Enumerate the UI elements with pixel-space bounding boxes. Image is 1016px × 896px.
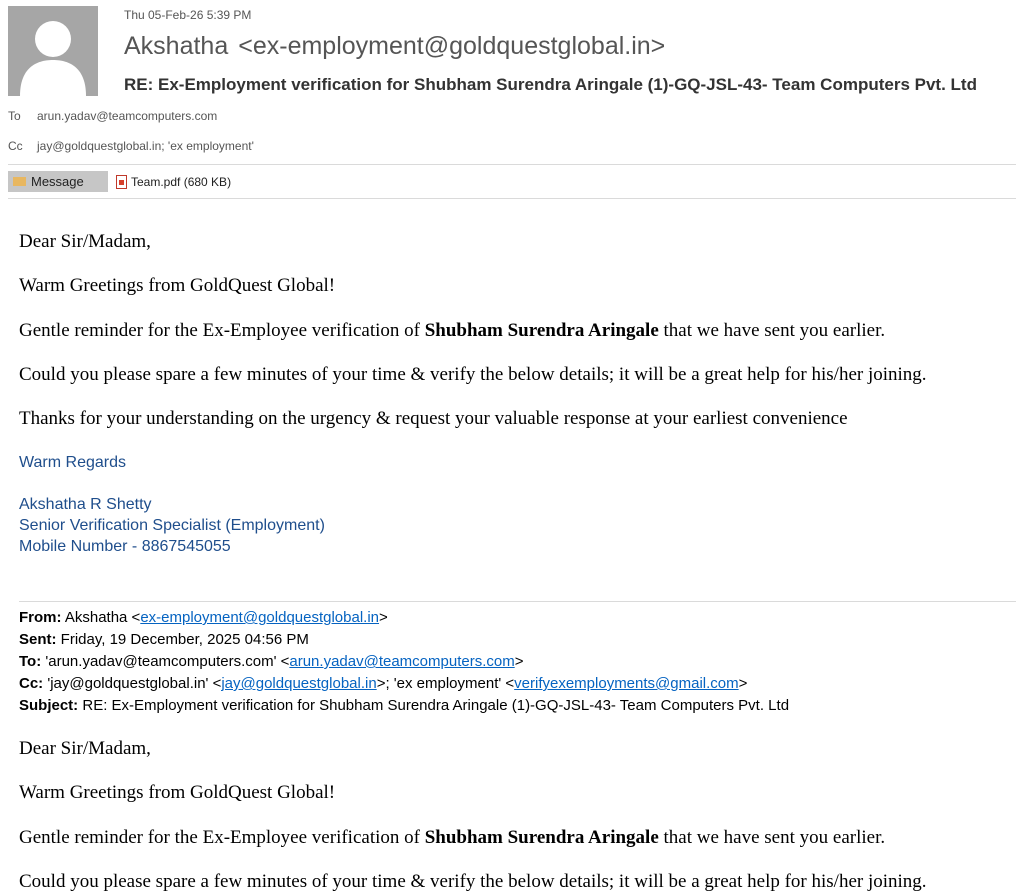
attachment-size: (680 KB) [183, 174, 232, 189]
fwd-subject-value: RE: Ex-Employment verification for Shubham Surendra Aringale (1)-GQ-JSL-43- Team Computers Pvt. Ltd [82, 697, 790, 714]
fwd-subject-label: Subject: [19, 697, 79, 714]
message-tabs [8, 171, 231, 192]
to-recipient[interactable]: arun.yadav@teamcomputers.com [37, 109, 218, 123]
forward-divider [19, 601, 1016, 602]
cc-label: Cc [8, 139, 23, 153]
fwd-to-email-link[interactable]: arun.yadav@teamcomputers.com [289, 653, 515, 670]
body-line-3: Could you please spare a few minutes of your time & verify the below details; it will be a great help for his/her joining. [19, 364, 927, 385]
sender[interactable] [124, 32, 665, 61]
sender-avatar [8, 6, 98, 96]
to-label: To [8, 109, 21, 123]
fwd-subject-row [19, 697, 789, 714]
body-greeting: Dear Sir/Madam, [19, 231, 151, 252]
fwd-cc-mid: >; 'ex employment' < [376, 675, 515, 692]
employee-name: Shubham Surendra Aringale [424, 320, 659, 341]
fwd-sent-value: Friday, 19 December, 2025 04:56 PM [60, 631, 309, 648]
fwd-from-close: > [379, 609, 388, 626]
signature-closing: Warm Regards [19, 454, 126, 471]
fwd-cc-row [19, 675, 747, 692]
attachment-name: Team.pdf [131, 174, 181, 189]
body-line-2 [19, 320, 885, 342]
fwd-cc-email-link-1[interactable]: jay@goldquestglobal.in [221, 675, 377, 692]
pdf-icon [116, 175, 127, 189]
cc-row [8, 139, 254, 153]
message-subject: RE: Ex-Employment verification for Shubham Surendra Aringale (1)-GQ-JSL-43- Team Computers Pvt. Ltd [124, 75, 977, 94]
fwd-cc-close: > [738, 675, 748, 692]
body-line-1: Warm Greetings from GoldQuest Global! [19, 275, 336, 296]
envelope-icon [13, 177, 26, 186]
message-date: Thu 05-Feb-26 5:39 PM [124, 8, 252, 22]
fwd-cc-email-link-2[interactable]: verifyexemployments@gmail.com [514, 675, 739, 692]
fwd-to-close: > [514, 653, 524, 670]
fwd-from-row [19, 609, 388, 626]
fwd-cc-label: Cc: [19, 675, 44, 692]
signature-title: Senior Verification Specialist (Employment) [19, 517, 325, 534]
cc-recipients[interactable]: jay@goldquestglobal.in; 'ex employment' [37, 139, 254, 153]
fwd-body-line-3: Could you please spare a few minutes of your time & verify the below details; it will be a great help for his/her joining. [19, 871, 927, 892]
signature-name: Akshatha R Shetty [19, 496, 152, 513]
fwd-body-line-1: Warm Greetings from GoldQuest Global! [19, 782, 336, 803]
sender-address: <ex-employment@goldquestglobal.in> [238, 32, 666, 60]
fwd-to-row [19, 653, 523, 670]
fwd-body-greeting: Dear Sir/Madam, [19, 738, 151, 759]
fwd-from-label: From: [19, 609, 62, 626]
tab-message-label: Message [31, 174, 84, 189]
fwd-employee-name: Shubham Surendra Aringale [424, 827, 659, 848]
body-line-4: Thanks for your understanding on the urgency & request your valuable response at your earliest convenience [19, 408, 848, 429]
tabs-divider [8, 198, 1016, 199]
fwd-to-label: To: [19, 653, 42, 670]
body-line-2-pre: Gentle reminder for the Ex-Employee verification of [19, 320, 425, 341]
attachment-team-pdf[interactable] [116, 175, 231, 189]
person-silhouette-icon [8, 6, 98, 96]
fwd-sent-row [19, 631, 309, 648]
fwd-from-name: Akshatha < [64, 609, 141, 626]
fwd-body-line-2 [19, 827, 885, 849]
to-row [8, 109, 217, 123]
fwd-sent-label: Sent: [19, 631, 57, 648]
fwd-cc-pre: 'jay@goldquestglobal.in' < [47, 675, 222, 692]
fwd-from-email-link[interactable]: ex-employment@goldquestglobal.in [140, 609, 380, 626]
fwd-body-line-2-pre: Gentle reminder for the Ex-Employee verification of [19, 827, 425, 848]
body-line-2-post: that we have sent you earlier. [658, 320, 886, 341]
fwd-to-pre: 'arun.yadav@teamcomputers.com' < [45, 653, 290, 670]
fwd-body-line-2-post: that we have sent you earlier. [658, 827, 886, 848]
sender-name: Akshatha [124, 32, 229, 60]
signature-mobile: Mobile Number - 8867545055 [19, 538, 231, 555]
tab-message[interactable] [8, 171, 108, 192]
header-divider [8, 164, 1016, 165]
